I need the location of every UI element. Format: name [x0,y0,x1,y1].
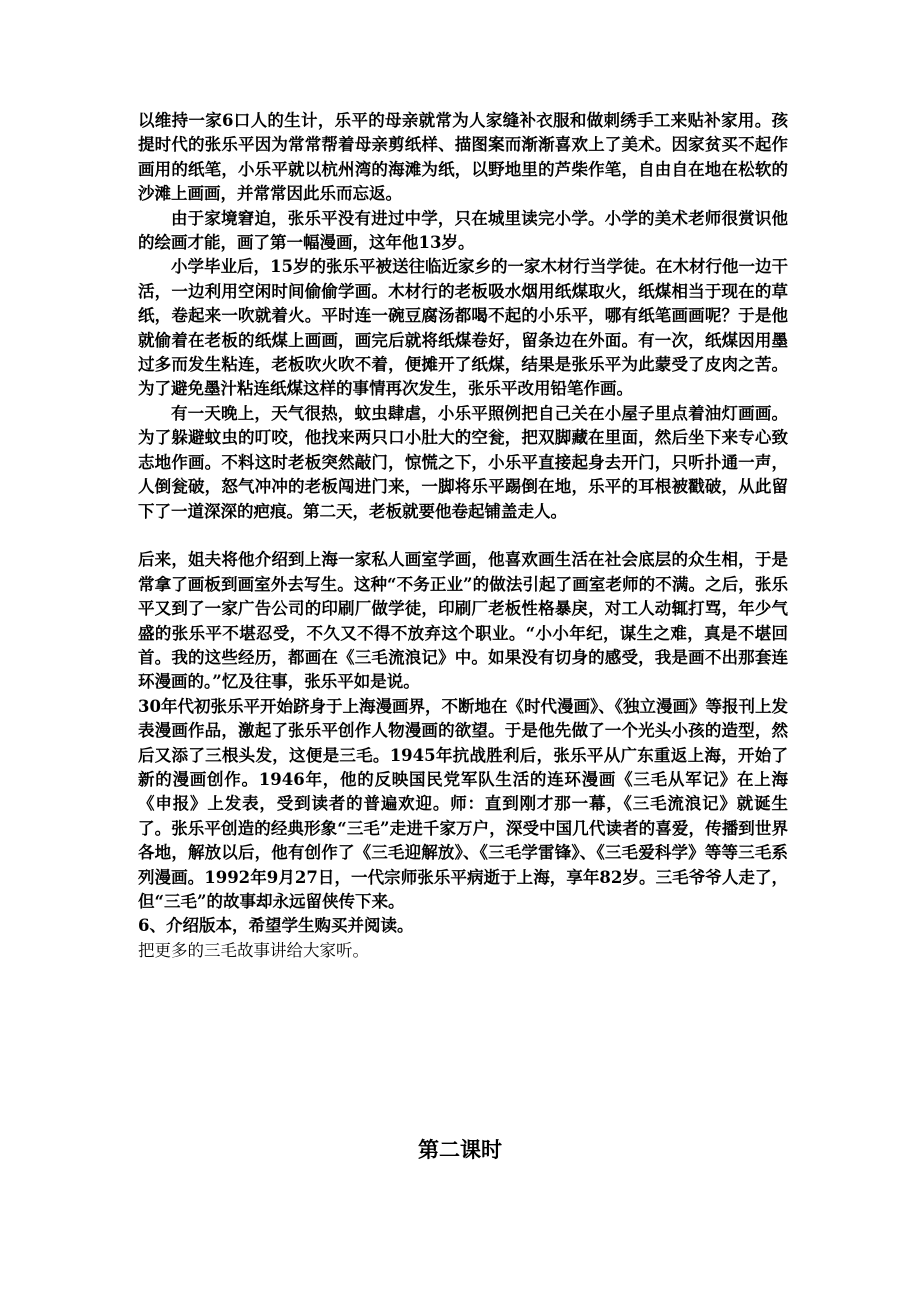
section-heading: 第二课时 [418,1137,502,1162]
paragraph-share-stories: 把更多的三毛故事讲给大家听。 [138,940,369,960]
paragraph-sanmao-creation: 30年代初张乐平开始跻身于上海漫画界，不断地在《时代漫画》、《独立漫画》等报刊上发表漫画作品，激起了张乐平创作人物漫画的欲望。于是他先做了一个光头小孩的造型，然后又添了三根头发，这便是三毛。1945年抗战胜利后，张乐平从广东重返上海，开始了新的漫画创作。1946年，他的反映国民党军队生活的连环漫画《三毛从军记》在上海《申报》上发表，受到读者的普遍欢迎。师：直到刚才那一幕，《三毛流浪记》就诞生了。张乐平创造的经典形象“三毛”走进千家万户，深受中国几代读者的喜爱，传播到世界各地，解放以后，他有创作了《三毛迎解放》、《三毛学雷锋》、《三毛爱科学》等等三毛系列漫画。1992年9月27日，一代宗师张乐平病逝于上海，享年82岁。三毛爷爷人走了，但“三毛”的故事却永远留侠传下来。 [138,696,788,911]
document-body [138,109,788,963]
paragraph-edition-intro: 6、介绍版本，希望学生购买并阅读。 [138,916,414,936]
paragraph-summer-night: 有一天晚上，天气很热，蚊虫肆虐，小乐平照例把自己关在小屋子里点着油灯画画。为了躲避蚊虫的叮咬，他找来两只口小肚大的空瓮，把双脚藏在里面，然后坐下来专心致志地作画。不料这时老板突然敲门，惊慌之下，小乐平直接起身去开门，只听扑通一声，人倒瓮破，怒气冲冲的老板闯进门来，一脚将乐平踢倒在地，乐平的耳根被戳破，从此留下了一道深深的疤痕。第二天，老板就要他卷起铺盖走人。 [138,403,788,521]
paragraph-apprentice: 小学毕业后，15岁的张乐平被送往临近家乡的一家木材行当学徒。在木材行他一边干活，一边利用空闲时间偷偷学画。木材行的老板吸水烟用纸煤取火，纸煤相当于现在的草纸，卷起来一吹就着火。平时连一碗豆腐汤都喝不起的小乐平，哪有纸笔画画呢？于是他就偷着在老板的纸煤上画画，画完后就将纸煤卷好，留条边在外面。有一次，纸煤因用墨过多而发生粘连，老板吹火吹不着，便摊开了纸煤，结果是张乐平为此蒙受了皮肉之苦。为了避免墨汁粘连纸煤这样的事情再次发生，张乐平改用铅笔作画。 [138,257,788,399]
paragraph-shanghai-studio: 后来，姐夫将他介绍到上海一家私人画室学画，他喜欢画生活在社会底层的众生相，于是常拿了画板到画室外去写生。这种“不务正业”的做法引起了画室老师的不满。之后，张乐平又到了一家广告公司的印刷厂做学徒，印刷厂老板性格暴戾，对工人动辄打骂，年少气盛的张乐平不堪忍受，不久又不得不放弃这个职业。“小小年纪，谋生之难，真是不堪回首。我的这些经历，都画在《三毛流浪记》中。如果没有切身的感受，我是画不出那套连环漫画的。”忆及往事，张乐平如是说。 [138,550,788,692]
paragraph-spacer [138,524,788,548]
paragraph-family-life: 以维持一家6口人的生计，乐平的母亲就常为人家缝补衣服和做刺绣手工来贴补家用。孩提时代的张乐平因为常常帮着母亲剪纸样、描图案而渐渐喜欢上了美术。因家贫买不起作画用的纸笔，小乐平就以杭州湾的海滩为纸，以野地里的芦柴作笔，自由自在地在松软的沙滩上画画，并常常因此乐而忘返。 [138,111,788,204]
paragraph-primary-school: 由于家境窘迫，张乐平没有进过中学，只在城里读完小学。小学的美术老师很赏识他的绘画才能，画了第一幅漫画，这年他13岁。 [138,208,788,253]
